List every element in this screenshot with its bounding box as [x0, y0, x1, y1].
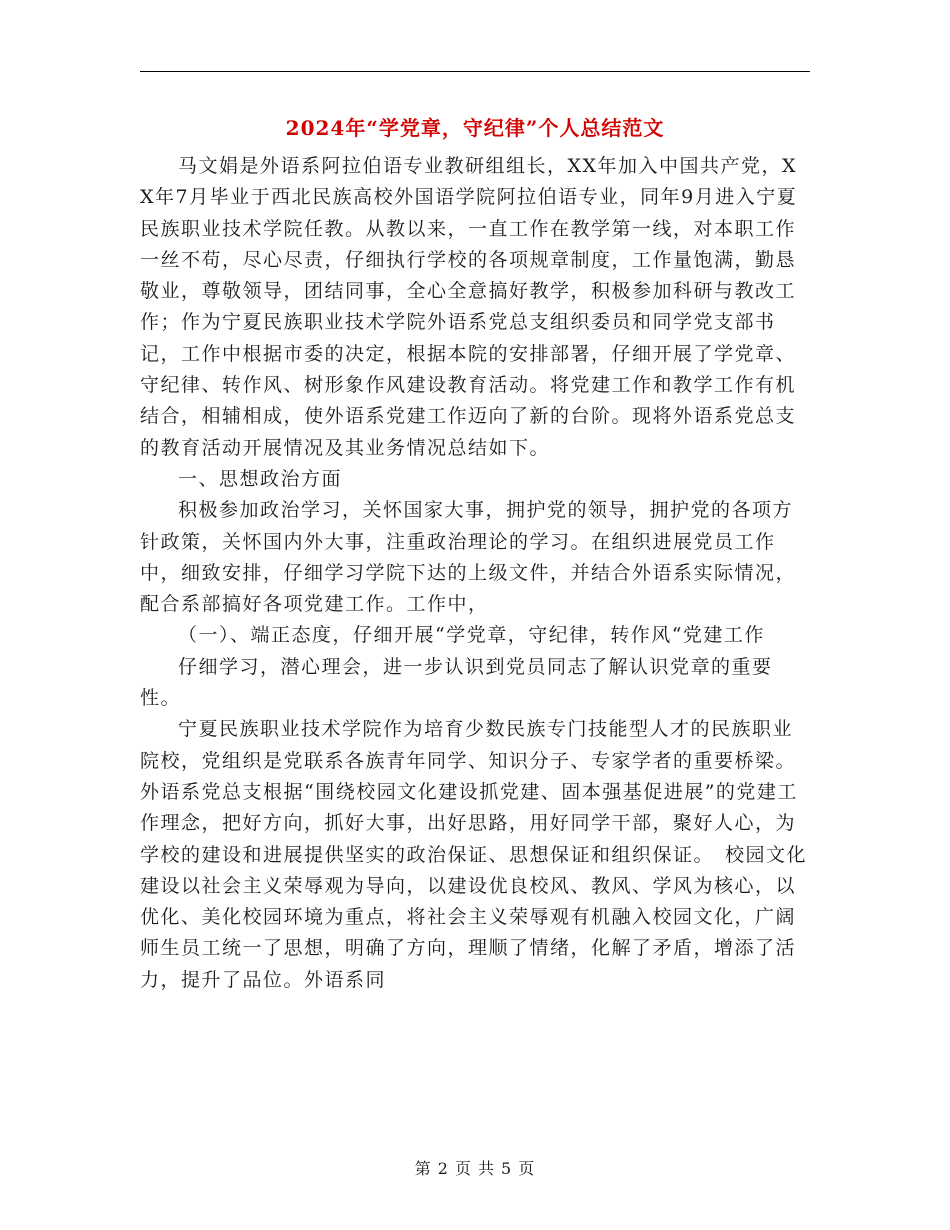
paragraph-ideology: 积极参加政治学习，关怀国家大事，拥护党的领导，拥护党的各项方针政策，关怀国内外大事，注重政治理论的学习。在组织进展党员工作中，细致安排，仔细学习学院下达的上级文件，并结合外语系实际情况，配合系部搞好各项党建工作。工作中，: [140, 499, 797, 616]
paragraph-intro: 马文娟是外语系阿拉伯语专业教研组组长，XX年加入中国共产党，XX年7月毕业于西北民族高校外国语学院阿拉伯语专业，同年9月进入宁夏民族职业技术学院任教。从教以来，一直工作在教学第一线，对本职工作一丝不苟，尽心尽责，仔细执行学校的各项规章制度，工作量饱满，勤恳敬业，尊敬领导，团结同事，全心全意搞好教学，积极参加科研与教改工作；作为宁夏民族职业技术学院外语系党总支组织委员和同学党支部书记，工作中根据市委的决定，根据本院的安排部署，仔细开展了学党章、守纪律、转作风、树形象作风建设教育活动。将党建工作和教学工作有机结合，相辅相成，使外语系党建工作迈向了新的台阶。现将外语系党总支的教育活动开展情况及其业务情况总结如下。: [140, 155, 798, 459]
page-prefix: 第: [414, 1159, 432, 1178]
page-mid: 页 共: [454, 1159, 496, 1178]
document-body: [140, 151, 810, 996]
subsection-heading-1: （一）、端正态度，仔细开展“学党章，守纪律，转作风“党建工作: [178, 624, 765, 647]
paragraph-college: 宁夏民族职业技术学院作为培育少数民族专门技能型人才的民族职业院校，党组织是党联系各族青年同学、知识分子、专家学者的重要桥梁。外语系党总支根据“围绕校园文化建设抓党建、固本强基促进展”的党建工作理念，把好方向，抓好大事，出好思路，用好同学干部，聚好人心，为学校的建设和进展提供坚实的政治保证、思想保证和组织保证。 校园文化建设以社会主义荣辱观为导向，以建设优良校风、教风、学风为核心，以优化、美化校园环境为重点，将社会主义荣辱观有机融入校园文化，广阔师生员工统一了思想，明确了方向，理顺了情绪，化解了矛盾，增添了活力，提升了品位。外语系同: [140, 718, 808, 991]
page-suffix: 页: [518, 1159, 536, 1178]
page-total: 5: [501, 1159, 513, 1178]
section-heading-ideology: 一、思想政治方面: [178, 467, 343, 490]
page-current: 2: [437, 1159, 449, 1178]
paragraph-study: 仔细学习，潜心理会，进一步认识到党员同志了解认识党章的重要性。: [140, 655, 773, 710]
page-number-footer: [0, 1156, 950, 1179]
document-title: 2024年“学党章，守纪律”个人总结范文: [285, 116, 665, 140]
header-rule: [140, 71, 810, 72]
